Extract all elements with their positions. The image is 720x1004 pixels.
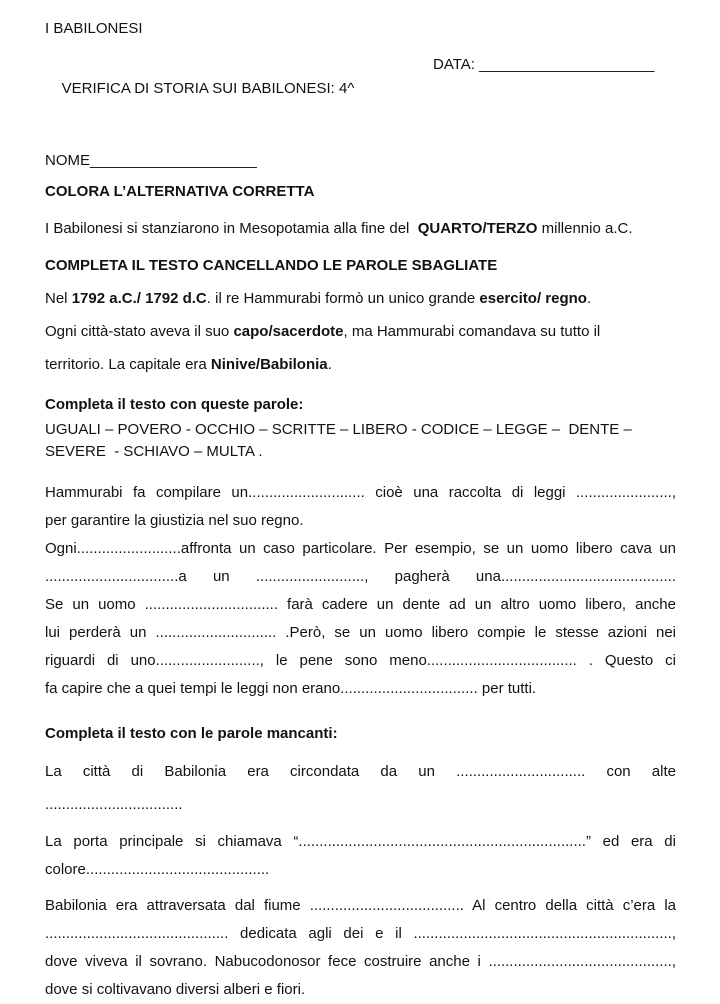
heading-cancella: COMPLETA IL TESTO CANCELLANDO LE PAROLE SBAGLIATE [45, 257, 498, 274]
codice-fill-line: lui perderà un ............................. .Però, se un uomo libero compie le stesse azioni nei [45, 624, 676, 641]
heading-parole: Completa il testo con queste parole: [45, 396, 304, 413]
colora-sentence [45, 219, 676, 239]
cancella-l3-t2: . [327, 356, 332, 373]
heading-colora: COLORA L’ALTERNATIVA CORRETTA [45, 183, 315, 200]
codice-fill-line: Se un uomo ................................ farà cadere un dente ad un altro uomo libero, anche [45, 596, 676, 613]
date-blank-field: DATA: _____________________ [433, 56, 655, 73]
heading-mancanti: Completa il testo con le parole mancanti: [45, 725, 338, 742]
cancella-l2-t2: , ma Hammurabi comandava su tutto il [343, 323, 601, 340]
cancella-l1-choice2: esercito/ regno [479, 290, 587, 307]
codice-paragraph-1 [45, 479, 676, 535]
page-title: I BABILONESI [45, 20, 143, 37]
cancella-paragraph [45, 282, 676, 381]
codice-text-line: fa capire che a quei tempi le leggi non erano................................. per tutti. [45, 680, 537, 697]
citta-paragraph [45, 755, 676, 821]
codice-paragraph-2 [45, 535, 676, 703]
fiume-text-line: dove si coltivavano diversi alberi e fiori. [45, 981, 306, 998]
codice-fill-line: Hammurabi fa compilare un............................ cioè una raccolta di leggi ......................., [45, 484, 676, 501]
fiume-paragraph [45, 892, 676, 1004]
fiume-fill-line: dove viveva il sovrano. Nabucodonosor fece costruire anche i ............................................, [45, 953, 676, 970]
codice-fill-line: Ogni.........................affronta un caso particolare. Per esempio, se un uomo libero cava un [45, 540, 676, 557]
cancella-l1-t1: Nel [45, 290, 72, 307]
cancella-l1-t3: . [586, 290, 592, 307]
porta-paragraph [45, 828, 676, 884]
fiume-fill-line: Babilonia era attraversata dal fiume ..................................... Al centro della città c’era la [45, 897, 676, 914]
word-bank-line-1: UGUALI – POVERO - OCCHIO – SCRITTE – LIBERO - CODICE – LEGGE – DENTE – [45, 421, 632, 438]
porta-fill-line: La porta principale si chiamava “.....................................................................” ed era di [45, 833, 676, 850]
citta-fill-line: La città di Babilonia era circondata da un ............................... con alte [45, 763, 676, 780]
header-row [45, 53, 676, 149]
codice-fill-line: riguardi di uno........................., le pene sono meno.................................... . Questo ci [45, 652, 676, 669]
cancella-l2-choice: capo/sacerdote [233, 323, 344, 340]
cancella-l3-t1: territorio. La capitale era [45, 356, 211, 373]
cancella-l2-t1: Ogni città-stato aveva il suo [45, 323, 234, 340]
fiume-fill-line: ............................................ dedicata agli dei e il .............................................................., [45, 925, 676, 942]
cancella-l1-choice1: 1792 a.C./ 1792 d.C [71, 290, 207, 307]
word-bank-line-2: SEVERE - SCHIAVO – MULTA . [45, 443, 263, 460]
porta-dots-line: colore............................................ [45, 861, 270, 878]
codice-text-line: per garantire la giustizia nel suo regno. [45, 512, 304, 529]
colora-text-1: I Babilonesi si stanziarono in Mesopotamia alla fine del [45, 220, 418, 237]
citta-dots-line: ................................. [45, 796, 183, 813]
cancella-line-2 [45, 315, 676, 348]
cancella-l3-choice: Ninive/Babilonia [210, 356, 328, 373]
codice-fill-line: ................................a un .........................., pagherà una.......................................... [45, 568, 676, 585]
word-bank [45, 419, 676, 463]
cancella-l1-t2: . il re Hammurabi formò un unico grande [206, 290, 480, 307]
colora-choice-bold: QUARTO/TERZO [417, 220, 538, 237]
cancella-line-1 [45, 282, 676, 315]
name-blank-field: NOME____________________ [45, 152, 257, 169]
cancella-line-3 [45, 348, 676, 381]
colora-text-2: millennio a.C. [537, 220, 633, 237]
test-title: VERIFICA DI STORIA SUI BABILONESI: 4^ [61, 80, 355, 97]
